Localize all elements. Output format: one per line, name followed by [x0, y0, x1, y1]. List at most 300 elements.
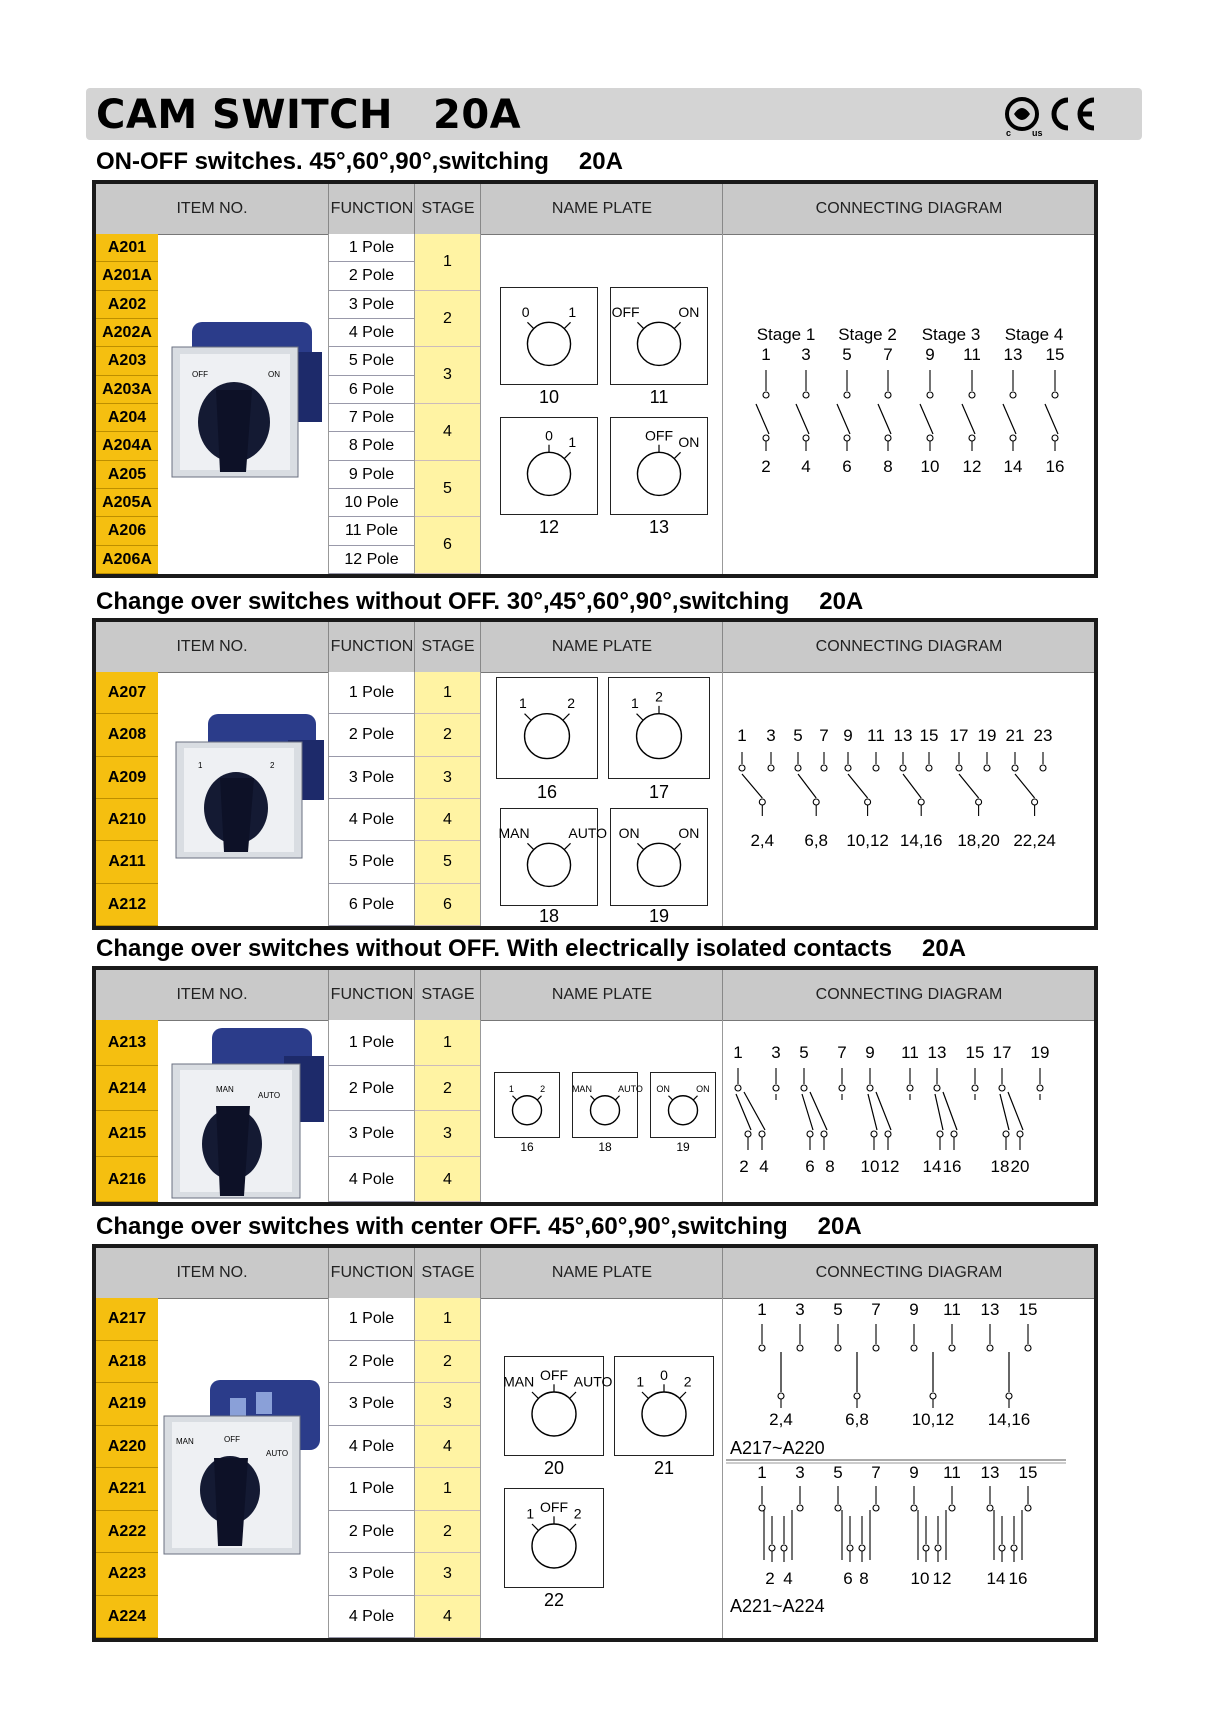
- terminal-label: 3: [795, 1463, 805, 1482]
- plate-position-label: 1: [568, 303, 577, 320]
- plate-position-label: OFF: [540, 1498, 568, 1515]
- terminal-label: 6,8: [804, 831, 829, 850]
- terminal-dot: [911, 1505, 917, 1511]
- terminal-dot: [949, 1345, 955, 1351]
- terminal-dot: [934, 1085, 940, 1091]
- plate-position-label: ON: [618, 824, 640, 841]
- terminal-dot: [907, 1085, 913, 1091]
- terminal-label: 10: [920, 457, 940, 476]
- stage-cell: 2: [415, 1341, 480, 1384]
- name-plate-number: 19: [648, 906, 670, 926]
- section-1-title-text: ON-OFF switches. 45°,60°,90°,switching: [96, 148, 549, 175]
- title-text: CAM SWITCH: [96, 92, 393, 138]
- terminal-dot: [763, 392, 769, 398]
- terminal-label: 2: [761, 457, 771, 476]
- cam-switch-photo: [162, 302, 326, 492]
- dial-icon: [571, 1072, 643, 1138]
- terminal-dot: [768, 765, 774, 771]
- terminal-dot: [759, 1131, 765, 1137]
- section-1-title: [96, 148, 623, 176]
- function-cell: 5 Pole: [329, 347, 414, 375]
- stage-cell: 1: [415, 672, 480, 714]
- name-plate-number: 13: [648, 517, 670, 537]
- header-function: FUNCTION: [328, 184, 415, 234]
- item-no-cell: A209: [96, 757, 158, 799]
- terminal-label: 9: [843, 726, 853, 745]
- change-over-table: [92, 618, 1098, 930]
- terminal-label: 2: [739, 1157, 749, 1176]
- terminal-label: 9: [865, 1043, 875, 1062]
- function-cell: 6 Pole: [329, 376, 414, 404]
- diagram-line: [1008, 1092, 1023, 1130]
- terminal-dot: [999, 1545, 1005, 1551]
- terminal-label: 9: [909, 1463, 919, 1482]
- terminal-label: 15: [1018, 1300, 1038, 1319]
- terminal-label: 14: [1003, 457, 1023, 476]
- function-cell: 1 Pole: [329, 1020, 414, 1066]
- terminal-label: 7: [871, 1300, 881, 1319]
- item-no-cell: A214: [96, 1066, 158, 1112]
- name-plate-number: 12: [538, 517, 560, 537]
- header-item-no: ITEM NO.: [176, 1264, 248, 1281]
- cam-switch-photo: [168, 712, 328, 862]
- terminal-label: 11: [943, 1300, 961, 1319]
- stage-cell: 3: [415, 757, 480, 799]
- diagram-line: [903, 774, 921, 798]
- stage-cell: 1: [415, 1298, 480, 1341]
- stage-cell: 1: [415, 1468, 480, 1511]
- stage-cell: 1: [415, 234, 480, 291]
- terminal-dot: [1010, 392, 1016, 398]
- terminal-dot: [1003, 1131, 1009, 1137]
- terminal-label: 23: [1033, 726, 1053, 745]
- name-plate: [610, 808, 708, 906]
- terminal-dot: [987, 1505, 993, 1511]
- header-connecting-diagram: CONNECTING DIAGRAM: [722, 622, 1095, 672]
- center-off-table: [92, 1244, 1098, 1642]
- terminal-dot: [845, 765, 851, 771]
- name-plate: [610, 287, 708, 385]
- item-no-cell: A218: [96, 1341, 158, 1384]
- section-4-rating: 20A: [817, 1213, 862, 1240]
- dial-icon: [650, 1072, 716, 1138]
- diagram-line: [756, 404, 769, 434]
- plate-position-label: ON: [656, 1084, 670, 1095]
- header-function: FUNCTION: [328, 1248, 415, 1298]
- plate-position-label: ON: [678, 303, 700, 320]
- plate-position-label: 1: [508, 1084, 514, 1095]
- item-no-cell: A201A: [96, 262, 158, 290]
- terminal-dot: [969, 435, 975, 441]
- diagram-line: [876, 1092, 891, 1130]
- name-plate: [608, 677, 710, 779]
- terminal-dot: [972, 1085, 978, 1091]
- plate-position-label: OFF: [645, 427, 673, 444]
- terminal-dot: [867, 1085, 873, 1091]
- plate-position-label: OFF: [540, 1366, 568, 1383]
- terminal-label: 3: [795, 1300, 805, 1319]
- name-plate-number: 16: [520, 1140, 534, 1154]
- terminal-label: 12: [880, 1157, 900, 1176]
- item-no-cell: A212: [96, 884, 158, 926]
- terminal-dot: [949, 1505, 955, 1511]
- terminal-dot: [987, 1345, 993, 1351]
- terminal-label: 2: [765, 1569, 775, 1588]
- diagram-line: [959, 774, 979, 798]
- terminal-dot: [873, 765, 879, 771]
- terminal-label: 3: [766, 726, 776, 745]
- terminal-dot: [885, 392, 891, 398]
- terminal-label: 15: [919, 726, 939, 745]
- plate-position-label: 2: [567, 695, 575, 712]
- item-no-cell: A223: [96, 1553, 158, 1596]
- item-no-cell: A203A: [96, 376, 158, 404]
- terminal-dot: [1032, 799, 1038, 805]
- terminal-label: 4: [783, 1569, 793, 1588]
- terminal-label: 7: [883, 345, 893, 364]
- diagram-line: [920, 404, 933, 434]
- terminal-label: 6: [842, 457, 852, 476]
- terminal-label: 5: [833, 1300, 843, 1319]
- terminal-dot: [1012, 765, 1018, 771]
- name-plate: [571, 1072, 643, 1138]
- plate-position-label: MAN: [498, 824, 530, 841]
- terminal-label: 16: [942, 1157, 962, 1176]
- function-cell: 2 Pole: [329, 714, 414, 756]
- terminal-label: 11: [943, 1463, 961, 1482]
- terminal-label: 4: [759, 1157, 769, 1176]
- title-rating: 20A: [432, 92, 522, 138]
- plate-position-label: AUTO: [573, 1373, 613, 1390]
- terminal-dot: [821, 765, 827, 771]
- terminal-dot: [873, 1505, 879, 1511]
- diagram-line: [848, 774, 868, 798]
- plate-position-label: 2: [683, 1373, 692, 1390]
- terminal-dot: [844, 435, 850, 441]
- function-cell: 3 Pole: [329, 1553, 414, 1596]
- terminal-label: 5: [799, 1043, 809, 1062]
- terminal-dot: [1006, 1393, 1012, 1399]
- stage-cell: 4: [415, 1596, 480, 1639]
- connecting-diagram: [726, 236, 1092, 576]
- header-item-no: ITEM NO.: [176, 200, 248, 217]
- svg-text:AUTO: AUTO: [266, 1449, 289, 1458]
- terminal-label: 7: [837, 1043, 847, 1062]
- terminal-label: 14,16: [987, 1410, 1031, 1429]
- terminal-dot: [930, 1393, 936, 1399]
- diagram-line: [810, 1092, 827, 1130]
- terminal-label: 14,16: [899, 831, 943, 850]
- plate-position-label: 0: [660, 1366, 668, 1383]
- section-3-rating: 20A: [921, 935, 966, 962]
- table-header: [96, 1248, 1094, 1299]
- plate-position-label: 1: [568, 433, 577, 450]
- name-plate-number: 17: [648, 782, 670, 802]
- header-item-no: ITEM NO.: [176, 986, 248, 1003]
- dial-icon: [494, 1072, 560, 1138]
- terminal-dot: [984, 765, 990, 771]
- header-stage: STAGE: [414, 970, 481, 1020]
- dial-icon: [610, 287, 708, 385]
- item-no-cell: A204A: [96, 432, 158, 460]
- terminal-dot: [1052, 392, 1058, 398]
- name-plate: [614, 1356, 714, 1456]
- dial-icon: [610, 808, 708, 906]
- terminal-dot: [844, 392, 850, 398]
- function-cell: 11 Pole: [329, 517, 414, 545]
- plate-position-label: MAN: [503, 1373, 535, 1390]
- terminal-dot: [951, 1131, 957, 1137]
- section-2-rating: 20A: [819, 588, 864, 615]
- diagram-line: [802, 1094, 813, 1130]
- stage-cell: 1: [415, 1020, 480, 1066]
- function-cell: 4 Pole: [329, 1157, 414, 1203]
- function-cell: 12 Pole: [329, 546, 414, 574]
- terminal-dot: [807, 1131, 813, 1137]
- cam-switch-photo: [160, 1378, 328, 1558]
- terminal-dot: [773, 1085, 779, 1091]
- item-no-cell: A219: [96, 1383, 158, 1426]
- terminal-label: 13: [980, 1300, 1000, 1319]
- header-function: FUNCTION: [328, 622, 415, 672]
- item-no-cell: A201: [96, 234, 158, 262]
- terminal-dot: [935, 1545, 941, 1551]
- diagram-line: [943, 1092, 957, 1130]
- plate-position-label: 2: [655, 688, 663, 705]
- terminal-dot: [1010, 435, 1016, 441]
- terminal-label: 13: [1003, 345, 1023, 364]
- terminal-dot: [835, 1345, 841, 1351]
- stage-cell: 3: [415, 1383, 480, 1426]
- name-plate-number: 20: [543, 1458, 565, 1478]
- isolated-contacts-table: [92, 966, 1098, 1206]
- svg-text:1: 1: [198, 761, 203, 770]
- plate-position-label: AUTO: [618, 1084, 643, 1095]
- terminal-label: 1: [757, 1463, 767, 1482]
- terminal-label: 6,8: [845, 1410, 869, 1429]
- item-no-cell: A215: [96, 1111, 158, 1157]
- plate-position-label: 1: [519, 695, 527, 712]
- terminal-label: 10: [860, 1157, 880, 1176]
- terminal-dot: [865, 799, 871, 805]
- terminal-dot: [885, 1131, 891, 1137]
- terminal-label: 2,4: [750, 831, 775, 850]
- header-name-plate: NAME PLATE: [480, 970, 723, 1020]
- item-no-cell: A205A: [96, 489, 158, 517]
- stage-cell: 3: [415, 1111, 480, 1157]
- terminal-dot: [976, 799, 982, 805]
- header-connecting-diagram: CONNECTING DIAGRAM: [722, 1248, 1095, 1298]
- stage-cell: 4: [415, 404, 480, 461]
- diagram-line: [1045, 404, 1058, 434]
- terminal-label: 1: [733, 1043, 743, 1062]
- function-cell: 7 Pole: [329, 404, 414, 432]
- title-banner: [86, 88, 1142, 140]
- terminal-label: A221~A224: [730, 1596, 825, 1616]
- name-plate: [498, 808, 608, 906]
- terminal-label: 17: [949, 726, 969, 745]
- function-cell: 4 Pole: [329, 1596, 414, 1639]
- plate-position-label: 1: [526, 1505, 535, 1522]
- terminal-label: 18: [990, 1157, 1010, 1176]
- terminal-dot: [769, 1545, 775, 1551]
- connecting-diagram: [726, 674, 1092, 928]
- terminal-label: 13: [893, 726, 913, 745]
- terminal-label: 10: [910, 1569, 930, 1588]
- plate-position-label: 0: [521, 303, 530, 320]
- terminal-dot: [1040, 765, 1046, 771]
- section-3-title-text: Change over switches without OFF. With electrically isolated contacts: [96, 935, 892, 962]
- function-cell: 2 Pole: [329, 1511, 414, 1554]
- header-stage: STAGE: [414, 184, 481, 234]
- svg-text:ON: ON: [268, 370, 280, 379]
- function-cell: 3 Pole: [329, 1111, 414, 1157]
- diagram-line: [1000, 1094, 1009, 1130]
- stage-cell: 5: [415, 841, 480, 883]
- dial-icon: [496, 677, 598, 779]
- terminal-label: 19: [1030, 1043, 1050, 1062]
- terminal-label: Stage 2: [838, 325, 897, 344]
- terminal-dot: [923, 1545, 929, 1551]
- terminal-dot: [821, 1131, 827, 1137]
- terminal-dot: [854, 1393, 860, 1399]
- item-no-cell: A205: [96, 461, 158, 489]
- name-plate: [610, 417, 708, 515]
- terminal-label: 16: [1045, 457, 1065, 476]
- terminal-label: 8: [883, 457, 893, 476]
- diagram-line: [868, 1094, 877, 1130]
- terminal-label: 1: [761, 345, 771, 364]
- plate-position-label: MAN: [571, 1084, 592, 1095]
- header-connecting-diagram: CONNECTING DIAGRAM: [722, 184, 1095, 234]
- name-plate-number: 18: [538, 906, 560, 926]
- stage-cell: 2: [415, 1511, 480, 1554]
- terminal-dot: [797, 1345, 803, 1351]
- terminal-label: 18,20: [957, 831, 1000, 850]
- terminal-dot: [911, 1345, 917, 1351]
- item-no-cell: A208: [96, 714, 158, 756]
- item-no-cell: A202: [96, 291, 158, 319]
- terminal-dot: [801, 1085, 807, 1091]
- terminal-label: 22,24: [1013, 831, 1056, 850]
- stage-cell: 2: [415, 291, 480, 348]
- plate-position-label: 2: [573, 1505, 582, 1522]
- svg-text:MAN: MAN: [216, 1085, 234, 1094]
- terminal-label: 11: [901, 1043, 919, 1062]
- terminal-dot: [803, 435, 809, 441]
- function-cell: 3 Pole: [329, 1383, 414, 1426]
- terminal-dot: [735, 1085, 741, 1091]
- plate-position-label: 1: [631, 695, 639, 712]
- function-cell: 1 Pole: [329, 234, 414, 262]
- function-cell: 8 Pole: [329, 432, 414, 460]
- stage-cell: 3: [415, 1553, 480, 1596]
- svg-text:c: c: [1006, 128, 1012, 138]
- diagram-line: [962, 404, 975, 434]
- diagram-line: [796, 404, 809, 434]
- terminal-label: 7: [871, 1463, 881, 1482]
- function-cell: 6 Pole: [329, 884, 414, 926]
- item-no-cell: A224: [96, 1596, 158, 1639]
- terminal-label: 11: [867, 726, 885, 745]
- terminal-dot: [759, 1345, 765, 1351]
- header-connecting-diagram: CONNECTING DIAGRAM: [722, 970, 1095, 1020]
- item-no-cell: A203: [96, 347, 158, 375]
- terminal-dot: [871, 1131, 877, 1137]
- function-cell: 2 Pole: [329, 262, 414, 290]
- name-plate: [500, 287, 598, 385]
- function-cell: 3 Pole: [329, 291, 414, 319]
- terminal-label: 1: [737, 726, 747, 745]
- name-plate-number: 19: [676, 1140, 690, 1154]
- name-plate-number: 16: [536, 782, 558, 802]
- plate-position-label: ON: [678, 824, 700, 841]
- on-off-table: [92, 180, 1098, 578]
- header-item-no: ITEM NO.: [176, 638, 248, 655]
- terminal-label: 14: [986, 1569, 1006, 1588]
- terminal-label: Stage 3: [921, 325, 981, 344]
- terminal-dot: [797, 1505, 803, 1511]
- terminal-label: 21: [1005, 726, 1025, 745]
- stage-cell: 3: [415, 347, 480, 404]
- terminal-label: 3: [801, 345, 811, 364]
- terminal-label: 16: [1008, 1569, 1028, 1588]
- terminal-label: 6: [843, 1569, 853, 1588]
- item-no-cell: A220: [96, 1426, 158, 1469]
- terminal-label: 2,4: [769, 1410, 793, 1429]
- stage-cell: 6: [415, 517, 480, 574]
- terminal-label: 4: [801, 457, 811, 476]
- terminal-label: 5: [842, 345, 852, 364]
- terminal-dot: [835, 1505, 841, 1511]
- name-plate: [503, 1356, 613, 1456]
- table-header: [96, 622, 1094, 673]
- terminal-dot: [1037, 1085, 1043, 1091]
- connecting-diagram: [726, 1022, 1092, 1204]
- item-no-cell: A207: [96, 672, 158, 714]
- terminal-dot: [859, 1545, 865, 1551]
- terminal-label: 20: [1010, 1157, 1030, 1176]
- diagram-line: [1015, 774, 1035, 798]
- terminal-dot: [900, 765, 906, 771]
- connecting-diagram: [726, 1300, 1092, 1640]
- svg-text:us: us: [1032, 128, 1043, 138]
- stage-cell: 6: [415, 884, 480, 926]
- terminal-label: Stage 1: [756, 325, 816, 344]
- name-plate: [650, 1072, 716, 1138]
- terminal-label: 7: [819, 726, 829, 745]
- name-plate: [504, 1488, 604, 1588]
- stage-cell: 2: [415, 1066, 480, 1112]
- terminal-label: A217~A220: [730, 1438, 825, 1458]
- diagram-line: [1003, 404, 1016, 434]
- stage-cell: 5: [415, 461, 480, 518]
- plate-position-label: AUTO: [568, 824, 608, 841]
- terminal-label: 15: [1018, 1463, 1038, 1482]
- terminal-dot: [956, 765, 962, 771]
- terminal-label: 8: [825, 1157, 835, 1176]
- page-title: [96, 92, 521, 138]
- name-plate-number: 18: [598, 1140, 612, 1154]
- terminal-dot: [745, 1131, 751, 1137]
- item-no-cell: A204: [96, 404, 158, 432]
- function-cell: 1 Pole: [329, 1468, 414, 1511]
- function-cell: 4 Pole: [329, 799, 414, 841]
- function-cell: 1 Pole: [329, 672, 414, 714]
- function-cell: 10 Pole: [329, 489, 414, 517]
- terminal-dot: [1052, 435, 1058, 441]
- header-stage: STAGE: [414, 622, 481, 672]
